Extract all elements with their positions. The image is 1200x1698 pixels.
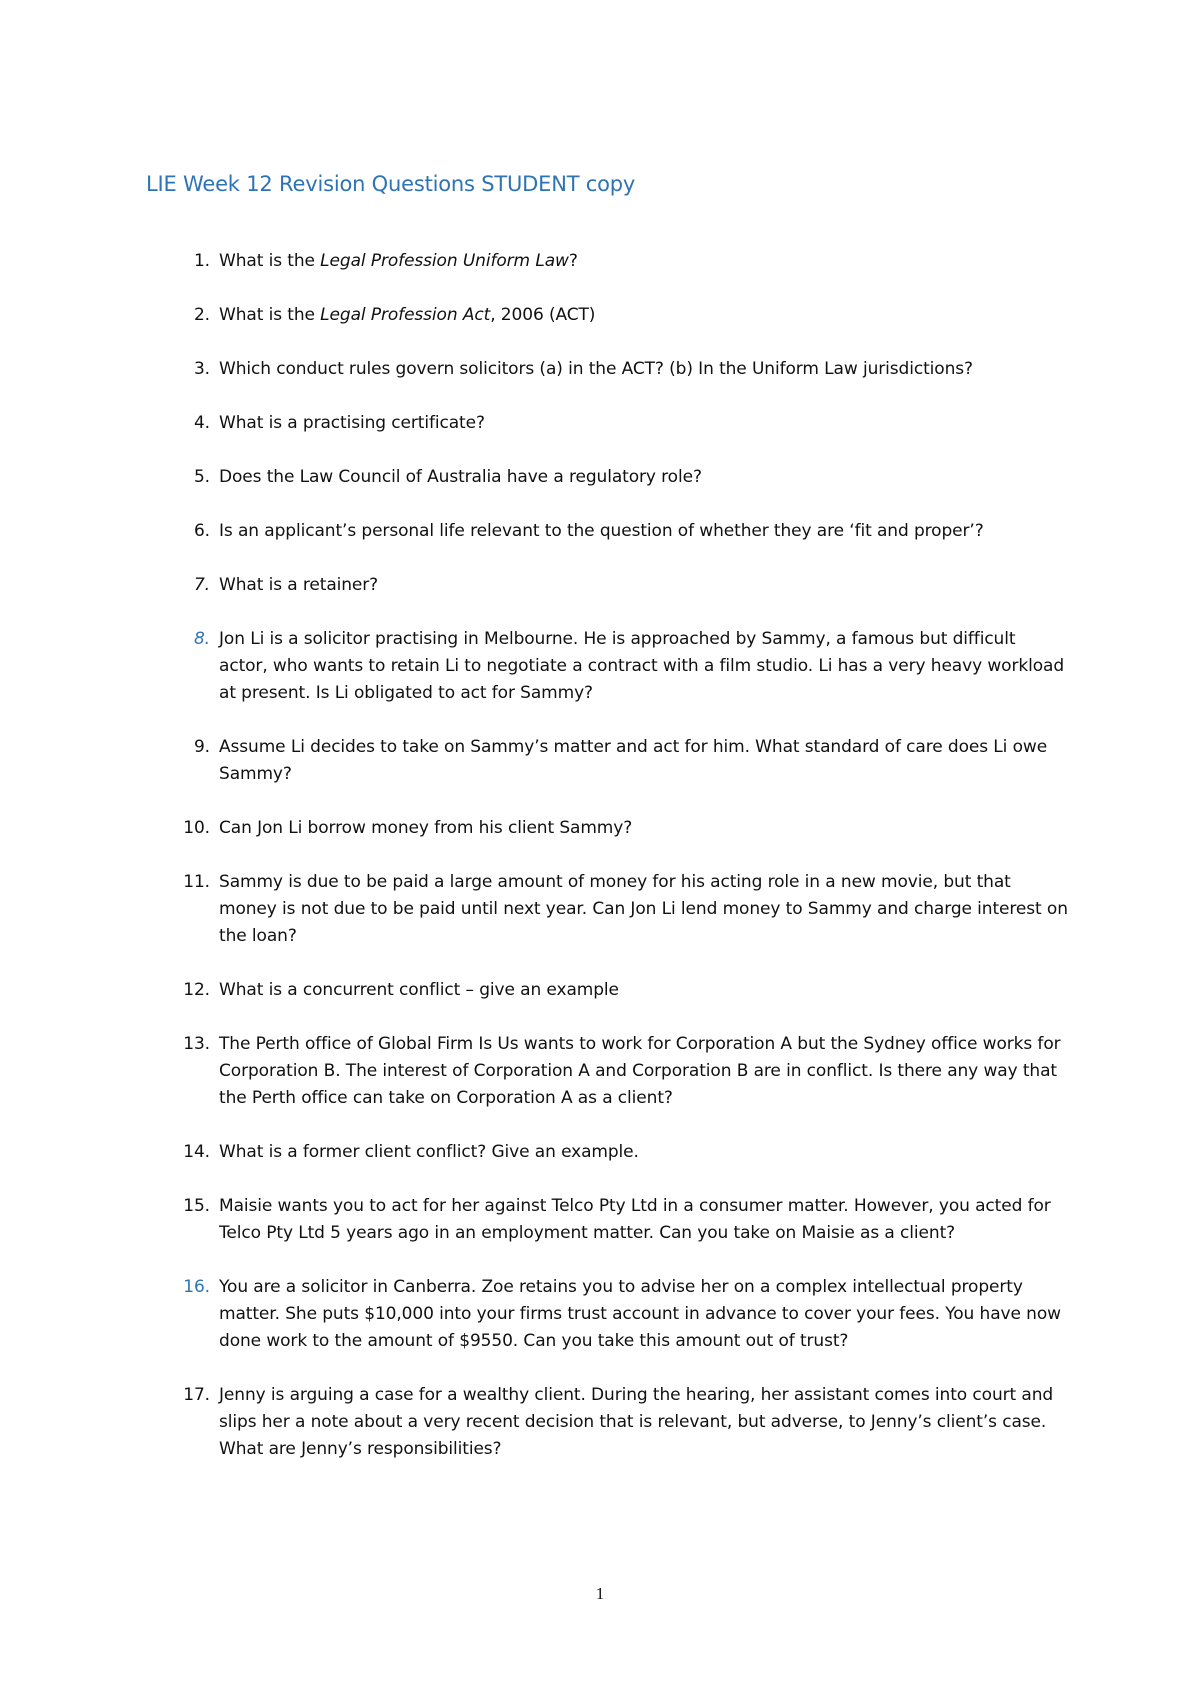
question-number: 3. [193, 359, 210, 379]
question-item-5 [0, 464, 1069, 491]
question-text: What is a practising certificate? [219, 413, 485, 433]
question-number: 11. [183, 872, 210, 892]
question-text: Assume Li decides to take on Sammy’s matter and act for him. What standard of care does Li owe Sammy? [219, 737, 1048, 784]
question-item-10 [0, 815, 1069, 842]
question-number: 9. [193, 737, 210, 757]
question-item-17 [0, 1382, 1069, 1463]
question-item-1 [0, 248, 1069, 275]
question-number: 17. [183, 1385, 210, 1405]
question-text: Jon Li is a solicitor practising in Melbourne. He is approached by Sammy, a famous but difficult actor, who wants to retain Li to negotiate a contract with a film studio. Li has a very heavy workload at present. Is Li obligated to act for Sammy? [219, 629, 1065, 703]
question-number: 7. [193, 575, 210, 595]
question-list [0, 248, 1200, 1490]
question-item-6 [0, 518, 1069, 545]
question-number: 10. [183, 818, 210, 838]
question-number: 16. [183, 1277, 210, 1297]
question-number: 8. [193, 629, 210, 649]
question-number: 14. [183, 1142, 210, 1162]
question-text: Does the Law Council of Australia have a regulatory role? [219, 467, 702, 487]
question-text: Can Jon Li borrow money from his client Sammy? [219, 818, 633, 838]
question-item-13 [0, 1031, 1069, 1112]
question-text: What is the Legal Profession Act, 2006 (ACT) [219, 305, 596, 325]
question-item-3 [0, 356, 1069, 383]
question-item-2 [0, 302, 1069, 329]
question-text: Sammy is due to be paid a large amount of money for his acting role in a new movie, but that money is not due to be paid until next year. Can Jon Li lend money to Sammy and charge interest on the loan? [219, 872, 1068, 946]
question-item-9 [0, 734, 1069, 788]
question-item-11 [0, 869, 1069, 950]
question-number: 2. [193, 305, 210, 325]
question-item-14 [0, 1139, 1069, 1166]
question-number: 4. [193, 413, 210, 433]
question-text: You are a solicitor in Canberra. Zoe retains you to advise her on a complex intellectual property matter. She puts $10,000 into your firms trust account in advance to cover your fees. You have now done work to the amount of $9550. Can you take this amount out of trust? [219, 1277, 1061, 1351]
question-number: 15. [183, 1196, 210, 1216]
question-number: 12. [183, 980, 210, 1000]
question-item-16 [0, 1274, 1069, 1355]
document-title: LIE Week 12 Revision Questions STUDENT copy [146, 172, 636, 196]
question-text: What is a former client conflict? Give an example. [219, 1142, 639, 1162]
question-text: Maisie wants you to act for her against Telco Pty Ltd in a consumer matter. However, you acted for Telco Pty Ltd 5 years ago in an employment matter. Can you take on Maisie as a client? [219, 1196, 1051, 1243]
question-item-7 [0, 572, 1069, 599]
question-text: What is a retainer? [219, 575, 379, 595]
question-item-8 [0, 626, 1069, 707]
question-text: Which conduct rules govern solicitors (a) in the ACT? (b) In the Uniform Law jurisdictions? [219, 359, 973, 379]
question-text: What is a concurrent conflict – give an example [219, 980, 619, 1000]
question-text: Jenny is arguing a case for a wealthy client. During the hearing, her assistant comes into court and slips her a note about a very recent decision that is relevant, but adverse, to Jenny’s client’s case. What are Jenny’s responsibilities? [219, 1385, 1054, 1459]
question-text: The Perth office of Global Firm Is Us wants to work for Corporation A but the Sydney office works for Corporation B. The interest of Corporation A and Corporation B are in conflict. Is there any way that the Perth office can take on Corporation A as a client? [219, 1034, 1061, 1108]
question-item-15 [0, 1193, 1069, 1247]
question-text: What is the Legal Profession Uniform Law? [219, 251, 578, 271]
question-text: Is an applicant’s personal life relevant to the question of whether they are ‘fit and proper’? [219, 521, 984, 541]
question-item-12 [0, 977, 1069, 1004]
question-number: 1. [193, 251, 210, 271]
question-item-4 [0, 410, 1069, 437]
page-number: 1 [595, 1584, 605, 1603]
question-number: 6. [193, 521, 210, 541]
question-number: 13. [183, 1034, 210, 1054]
question-number: 5. [193, 467, 210, 487]
